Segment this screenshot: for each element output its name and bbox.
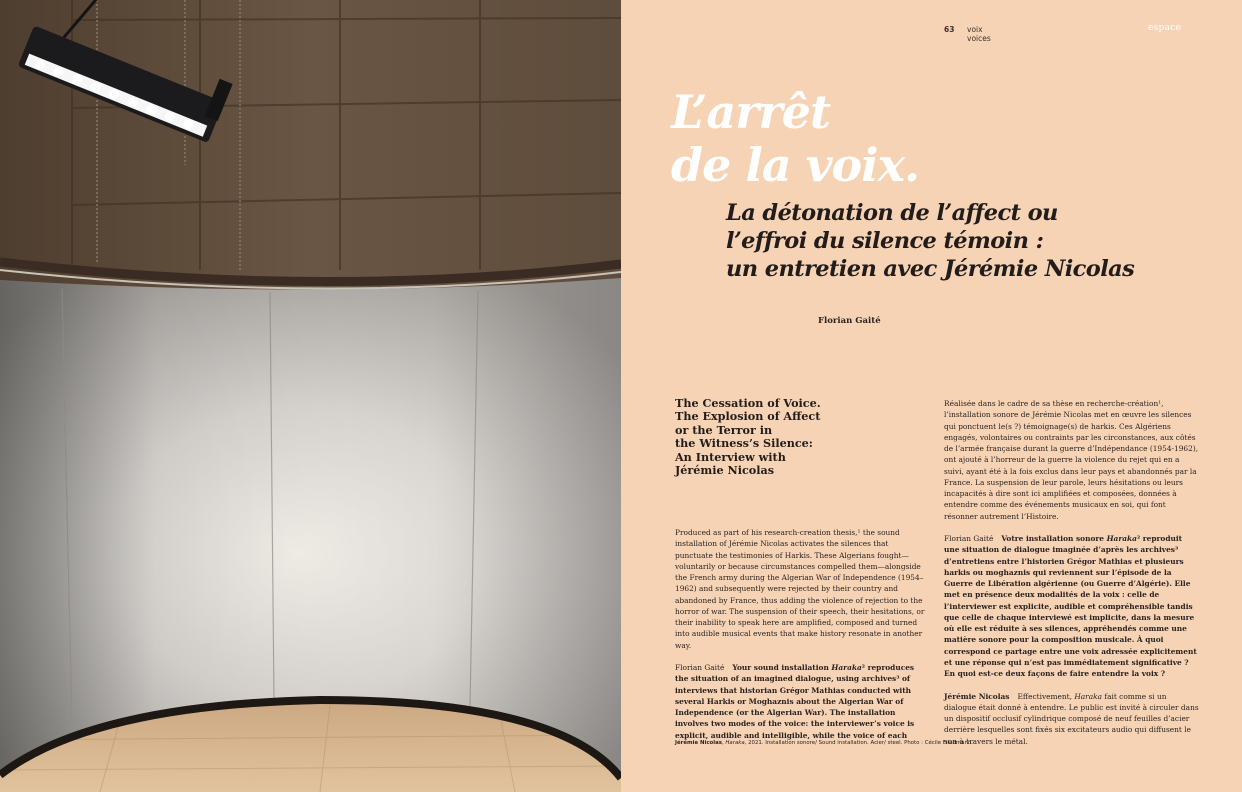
- english-title-line: The Explosion of Affect: [675, 409, 821, 424]
- article-subtitle-line: un entretien avec Jérémie Nicolas: [726, 256, 1135, 282]
- english-title-line: The Cessation of Voice.: [675, 396, 821, 410]
- english-column: [675, 527, 927, 752]
- english-intro: Produced as part of his research-creation thesis,¹ the sound installation of Jérémie Nicolas activates the silences that punctuate the testimonies of Harkis. These Algerians fought—voluntarily or because circumstances compelled them—alongside the French army during the Algerian War of Independence (1954–1962) and subsequently were rejected by their country and abandoned by France, thus adding the violence of rejection to the horror of war. The suspension of their speech, their hesitations, or their inability to speak here are amplified, composed and turned into audible musical events that make history resonate in another way.: [675, 528, 925, 650]
- article-title: [671, 86, 919, 192]
- caption-artist: Jérémie Nicolas: [675, 740, 722, 746]
- french-column: [944, 398, 1199, 758]
- english-title-line: or the Terror in: [675, 422, 773, 437]
- english-title-line: An Interview with: [675, 449, 786, 464]
- section-label-fr: voix: [967, 25, 983, 34]
- speaker-name: Jérémie Nicolas: [944, 691, 1010, 701]
- article-title-line: de la voix.: [671, 138, 920, 192]
- speaker-name: Florian Gaité: [944, 534, 994, 543]
- article-subtitle: [726, 199, 1134, 283]
- article-subtitle-line: l’effroi du silence témoin :: [726, 228, 1044, 254]
- photo-caption: Jérémie Nicolas, Haraka, 2021. Installation sonore/ Sound installation. Acier/ steel. Photo : Cécile Friedmann.: [675, 740, 974, 746]
- answer-text: Effectivement, Haraka fait comme si un dialogue était donné à entendre. Le public est invité à circuler dans un dispositif occlusif cylindrique composé de neuf feuilles d’acier derrière lesquelles sont fixés six excitateurs audio qui diffusent le son à travers le métal.: [944, 691, 1199, 746]
- section-label-en: voices: [967, 34, 991, 43]
- french-intro: Réalisée dans le cadre de sa thèse en recherche-création¹, l’installation sonore de Jérémie Nicolas met en œuvre les silences qui ponctuent le(s ?) témoignage(s) de harkis. Ces Algériens engagés, volontaires ou contraints par les circonstances, aux côtés de l’armée française durant la guerre d’Indépendance (1954-1962), ont ajouté à l’horreur de la guerre la violence du rejet qui en a suivi, ayant été à la fois exclus dans leur pays et abandonnés par la France. La suspension de leur parole, leurs hésitations ou leurs incapacités à dire sont ici amplifiées et composées, données à entendre comme des événements musicaux en soi, qui font résonner autrement l’Histoire.: [944, 399, 1199, 521]
- english-title-line: the Witness’s Silence:: [675, 436, 813, 451]
- caption-work: Haraka: [725, 740, 745, 746]
- caption-details: , 2021. Installation sonore/ Sound installation. Acier/ steel. Photo : Cécile Friedmann.: [744, 740, 974, 746]
- article-subtitle-line: La détonation de l’affect ou: [726, 200, 1058, 226]
- french-question: [944, 533, 1199, 679]
- english-question: [675, 662, 927, 741]
- author-byline: Florian Gaité: [818, 316, 881, 326]
- work-title: Haraka: [1106, 534, 1137, 543]
- speaker-name: Florian Gaité: [675, 663, 725, 672]
- question-text: Your sound installation Haraka² reproduces the situation of an imagined dialogue, using archives³ of interviews that historian Grégor Mathias conducted with several Harkis or Moghaznis about the Algerian War of Independence (or the Algerian War). The installation involves two modes of the voice: the interviewer’s voice is explicit, audible and intelligible, while the voice of each: [675, 663, 915, 740]
- english-title: [675, 397, 821, 477]
- page-number: 63: [944, 25, 955, 34]
- article-page: [621, 0, 1242, 792]
- question-text: Votre installation sonore Haraka² reproduit une situation de dialogue imaginée d’après les archives³ d’entretiens entre l’historien Grégor Mathias et plusieurs harkis ou moghaznis qui reviennent sur l’épisode de la Guerre de Libération algérienne (ou Guerre d’Algérie). Elle met en présence deux modalités de la voix : celle de l’interviewer est explicite, audible et compréhensible tandis que celle de chaque interviewé est implicite, dans la mesure où elle est réduite à ses silences, appréhendés comme une matière sonore pour la composition musicale. À quoi correspond ce partage entre une voix adressée explicitement et une réponse qui n’est pas immédiatement significative ? En quoi est-ce deux façons de faire entendre la voix ?: [944, 534, 1197, 678]
- work-title: Haraka: [1074, 691, 1102, 701]
- rubric-label: espace: [1148, 23, 1182, 33]
- work-title: Haraka: [831, 663, 862, 672]
- french-answer: [944, 691, 1199, 747]
- english-title-line: Jérémie Nicolas: [675, 463, 775, 478]
- article-title-line: L’arrêt: [671, 85, 831, 139]
